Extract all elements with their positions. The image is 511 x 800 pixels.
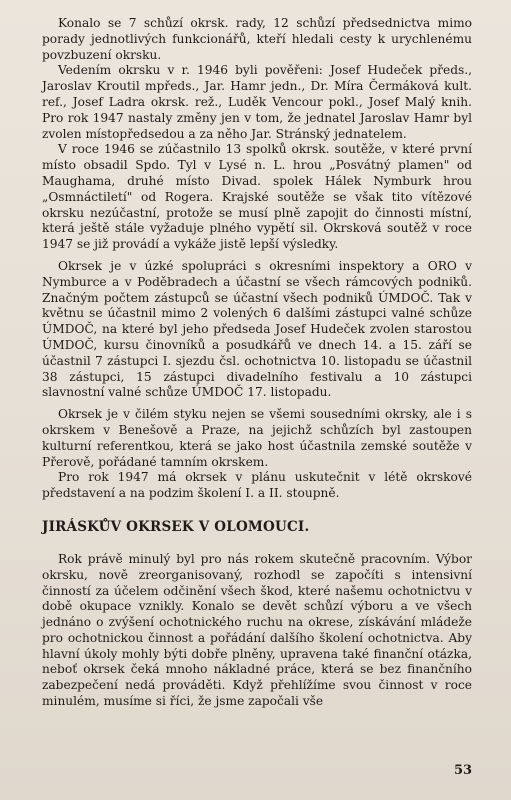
page-number: 53 <box>454 763 473 778</box>
paragraph-leadership: Vedením okrsku v r. 1946 byli pověřeni: Josef Hudeček předs., Jaroslav Kroutil mpředs., Jar. Hamr jedn., Dr. Míra Čermáková kult. ref., Josef Ladra okrsk. rež., Luděk Vencour pokl., Josef Malý knih. Pro rok 1947 nastaly změny jen v tom, že jednatel Jaroslav Hamr byl zvolen místopředsedou a za něho Jar. Stránský jednatelem. <box>42 63 472 141</box>
paragraph-meetings: Konalo se 7 schůzí okrsk. rady, 12 schůzí předsednictva mimo porady jednotlivých funkcionářů, kteří hledali cesty k urychlenému povzbuzení okrsku. <box>42 16 472 62</box>
section-heading: JIRÁSKŮV OKRSEK V OLOMOUCI. <box>42 518 310 535</box>
page-content <box>42 16 472 710</box>
paragraph-cooperation: Okrsek je v úzké spolupráci s okresními inspektory a ORO v Nymburce a v Poděbradech a účastní se všech rámcových podniků. Značným počtem zástupců se účastní všech podniků ÚMDOČ. Tak v květnu se účastnil mimo 2 volených 6 dalšími zástupci valné schůze ÚMDOČ, na které byl jeho předseda Josef Hudeček zvolen starostou ÚMDOČ, kursu činovníků a posudkářů ve dnech 14. a 15. září se účastnil 7 zástupci I. sjezdu čsl. ochotnictva 10. listopadu se účastnil 38 zástupci, 15 zástupci divadelního festivalu a 10 zástupci slavnostní valné schůze ÚMDOČ 17. listopadu. <box>42 258 472 400</box>
paragraph-plans: Pro rok 1947 má okrsek v plánu uskutečnit v létě okrskové představení a na podzim školení I. a II. stoupně. <box>42 470 472 501</box>
paragraph-contacts: Okrsek je v čilém styku nejen se všemi sousedními okrsky, ale i s okrskem v Benešově a Praze, na jejichž schůzích byl zastoupen kulturní referentkou, která se jako host účastnila zemské soutěže v Přerově, pořádané tamním okrskem. <box>42 407 472 469</box>
paragraph-olomouc: Rok právě minulý byl pro nás rokem skutečně pracovním. Výbor okrsku, nově zreorganisovaný, rozhodl se započíti s intensivní činností za účelem odčinění všech škod, které našemu ochotnictvu v době okupace vznikly. Konalo se devět schůzí výboru a ve všech jednáno o zvýšení ochotnického ruchu na okrese, získávání mládeže pro ochotnickou činnost a pořádání dalšího školení ochotnictva. Aby hlavní úkoly mohly býti dobře plněny, upravena také finanční otázka, neboť okrsek čeká mnoho nákladné práce, která se bez finančního zabezpečení nedá prováděti. Když přehlížíme svou činnost v roce minulém, musíme si říci, že jsme započali vše <box>42 551 472 709</box>
paragraph-competition: V roce 1946 se zúčastnilo 13 spolků okrsk. soutěže, v které první místo obsadil Spdo. Tyl v Lysé n. L. hrou „Posvátný plamen" od Maughama, druhé místo Divad. spolek Hálek Nymburk hrou „Osmnáctiletí" od Rogera. Krajské soutěže se však tito vítězové okrsku nezúčastní, protože se musí plně zapojit do činnosti místní, která ještě stále vyžaduje plného vypětí sil. Okrsková soutěž v roce 1947 se již provádí a vykáže jistě lepší výsledky. <box>42 142 472 252</box>
